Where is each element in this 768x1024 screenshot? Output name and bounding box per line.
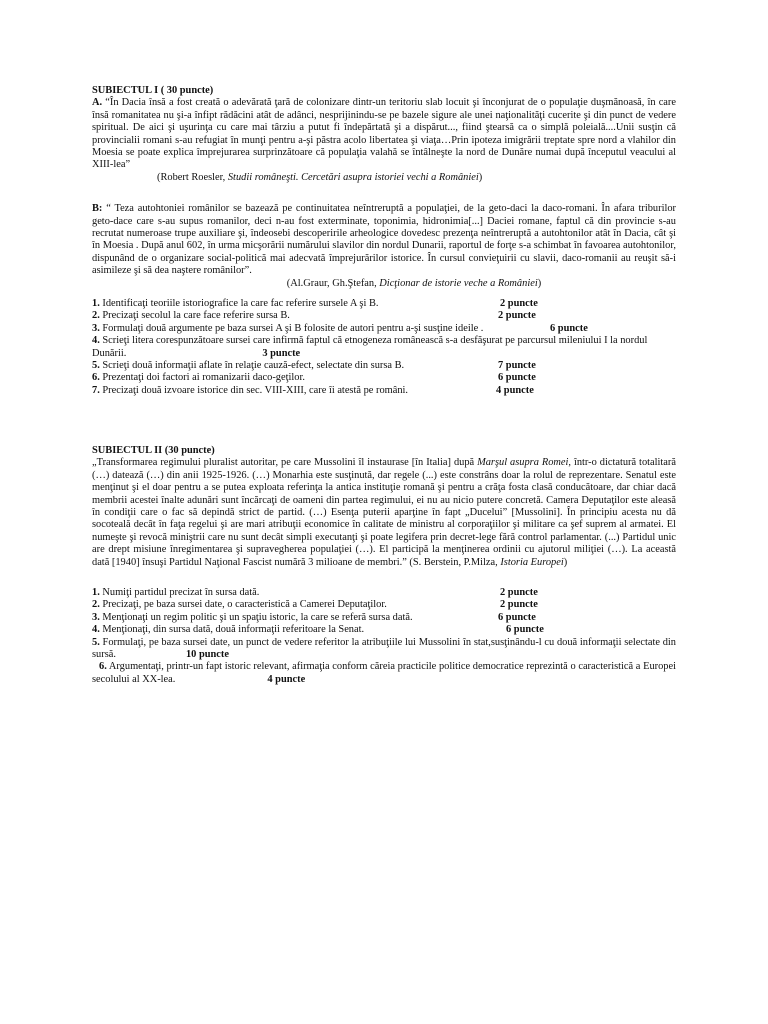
points: 4 puncte bbox=[496, 384, 534, 396]
s1-question-2: 2. Precizaţi secolul la care face referire sursa B. 2 puncte bbox=[92, 310, 536, 322]
points: 4 puncte bbox=[267, 673, 306, 685]
points: 10 puncte bbox=[185, 649, 229, 661]
s1-question-4: 4. Scrieţi litera corespunzătoare sursei care infirmă faptul că etnogeneza românească s-a desfăşurat pe parcursul mileniului I la nordul Dunării. 3 puncte bbox=[92, 335, 648, 359]
s1-question-6: 6. Prezentaţi doi factori ai romanizarii daco-geţilor. 6 puncte bbox=[92, 372, 536, 384]
subject-2 bbox=[92, 445, 676, 686]
s2-question-5: 5. Formulaţi, pe baza sursei date, un punct de vedere referitor la atribuţiile lui Mussolini în stat,susţinându-l cu două informaţii selectate din sursă. 10 puncte bbox=[92, 636, 676, 661]
s1-question-7: 7. Precizaţi două izvoare istorice din sec. VIII-XIII, care îi atestă pe români. 4 puncte bbox=[92, 384, 534, 396]
points: 7 puncte bbox=[498, 360, 536, 372]
points: 6 puncte bbox=[550, 322, 588, 334]
subject-1 bbox=[92, 85, 676, 397]
s2-question-3: 3. Menţionaţi un regim politic şi un spaţiu istoric, la care se referă sursa dată. 6 puncte bbox=[92, 611, 536, 623]
source-text: „Transformarea regimului pluralist autoritar, pe care Mussolini îl instaurase [în Italia] după Marşul asupra Romei, într-o dictatură totalitară (…) datează (…) din anii 1925-1926. (…) Monarhia este susţinută, dar regele (...) este constrâns doar la rolul de reprezentare. Senatul este menţinut şi el doar pentru a se putea exploata referinţa la antica instituţie romană şi pentru a crăţa fosta clasă conducătoare, dar chiar dacă membrii acestei înalte adunări sunt încărcaţi de oameni din partea regimului, ei nu au nicio putere concretă. Camera Deputaţilor este aleasă în condiţii care o fac să depindă strict de partid. (…) Esenţa puterii aparţine în fapt „Ducelui” [Mussolini]. În principiu acesta nu dă socoteală decât în faţa regelui şi are mari atribuţii economice în calitate de ministru al corporaţiilor şi militare ca şef suprem al armatei. El numeşte şi revocă miniştrii care nu sunt decât simpli executanţi şi poate legifera prin decret-lege fără control parlamentar. (...) Partidul unic are drept misiune înregimentarea şi supravegherea populaţiei (…). El participă la menţinerea ordinii cu ajutorul miliţiei (…). La această dată [1940] însuşi Partidul Naţional Fascist numără 3 milioane de membri.” (S. Berstein, P.Milza, Istoria Europei) bbox=[92, 457, 676, 568]
s1-question-3: 3. Formulaţi două argumente pe baza sursei A şi B folosite de autori pentru a-şi susţine ideile . 6 puncte bbox=[92, 322, 588, 334]
s2-question-6: 6. Argumentaţi, printr-un fapt istoric relevant, afirmaţia conform căreia practicile politice democratice reprezintă o caracteristică a Europei secolului al XX-lea. 4 puncte bbox=[92, 661, 676, 685]
points: 3 puncte bbox=[262, 347, 301, 359]
source-b-label: B: bbox=[92, 203, 103, 215]
points: 2 puncte bbox=[500, 587, 538, 599]
s1-question-1: 1. Identificaţi teoriile istoriografice la care fac referire sursele A şi B. 2 puncte bbox=[92, 298, 538, 310]
source-a-work: Studii româneşti. Cercetări asupra istoriei vechi a României bbox=[227, 171, 479, 183]
points: 6 puncte bbox=[498, 372, 536, 384]
source-text-work: Istoria Europei bbox=[500, 556, 564, 568]
source-b bbox=[92, 203, 676, 277]
source-text-italic: Marşul asupra Romei bbox=[477, 457, 569, 469]
source-a-text: “În Dacia însă a fost creată o adevărată ţară de colonizare dintr-un teritoriu slab locuit şi înconjurat de o populaţie duşmănoasă, în care însă romanitatea nu şi-a înfipt rădăcini atât de adânci, nesprijinindu-se pe bazele sigure ale unei naţionalităţi cucerite şi din punct de vedere spiritual. De aici şi uşurinţa cu care mai târziu a putut fi îndepărtată şi a dispărut..., fiind ştearsă ca o simplă poleială....Unii susţin că provincialii romani s-au refugiat în munţi pentru a-şi păstra acolo libertatea şi viaţa…Prin ipoteza imigrării treptate spre nord a vlahilor din Moesia se poate explica împrejurarea surprinzătoare că populaţia valahă se întâlneşte la nord de Dunăre numai după începutul veacului al XIII-lea” bbox=[92, 97, 676, 171]
s2-question-2: 2. Precizaţi, pe baza sursei date, o caracteristică a Camerei Deputaţilor. 2 puncte bbox=[92, 599, 538, 611]
source-a-citation: (Robert Roesler, Studii româneşti. Cercetări asupra istoriei vechi a României) bbox=[157, 171, 483, 183]
source-a bbox=[92, 97, 676, 171]
source-b-text: “ Teza autohtoniei românilor se bazează pe continuitatea neîntreruptă a populaţiei, de la geto-daci la daco-romani. În afara triburilor geto-dace care s-au supus romanilor, deci n-au fost exterminate, toponimia, hidronimia[...] Daciei romane, faptul că din provincie s-au recrutat numeroase trupe auxiliare şi, îndeosebi descoperirile arheologice dovedesc prezenţa neîntreruptă a autohtonilor atât în Dacia, cât şi în Moesia . După anul 602, în urma micşorării numărului slavilor din nordul Dunarii, raportul de forţe s-a schimbat în favoarea autohtonilor, dispunând de o organizare social-politică mai adecvată împrejurărilor istorice. În cursul convieţuirii cu slavii, daco-romanii au reuşit să-i asimileze şi să dea naştere românilor”. bbox=[92, 203, 676, 277]
subject-2-heading: SUBIECTUL II (30 puncte) bbox=[92, 445, 215, 456]
source-a-label: A. bbox=[92, 97, 103, 109]
s2-question-1: 1. Numiţi partidul precizat în sursa dată. 2 puncte bbox=[92, 587, 538, 599]
points: 2 puncte bbox=[500, 599, 538, 611]
source-b-citation: (Al.Graur, Gh.Ştefan, Dicţionar de istorie veche a României) bbox=[286, 277, 542, 289]
s1-question-5: 5. Scrieţi două informaţii aflate în relaţie cauză-efect, selectate din sursa B. 7 puncte bbox=[92, 360, 536, 372]
points: 6 puncte bbox=[498, 611, 536, 623]
s2-question-4: 4. Menţionaţi, din sursa dată, două informaţii referitoare la Senat. 6 puncte bbox=[92, 624, 544, 636]
points: 2 puncte bbox=[500, 298, 538, 310]
points: 2 puncte bbox=[498, 310, 536, 322]
source-b-work: Dicţionar de istorie veche a României bbox=[379, 277, 538, 289]
subject-1-heading: SUBIECTUL I ( 30 puncte) bbox=[92, 85, 214, 96]
points: 6 puncte bbox=[506, 624, 544, 636]
